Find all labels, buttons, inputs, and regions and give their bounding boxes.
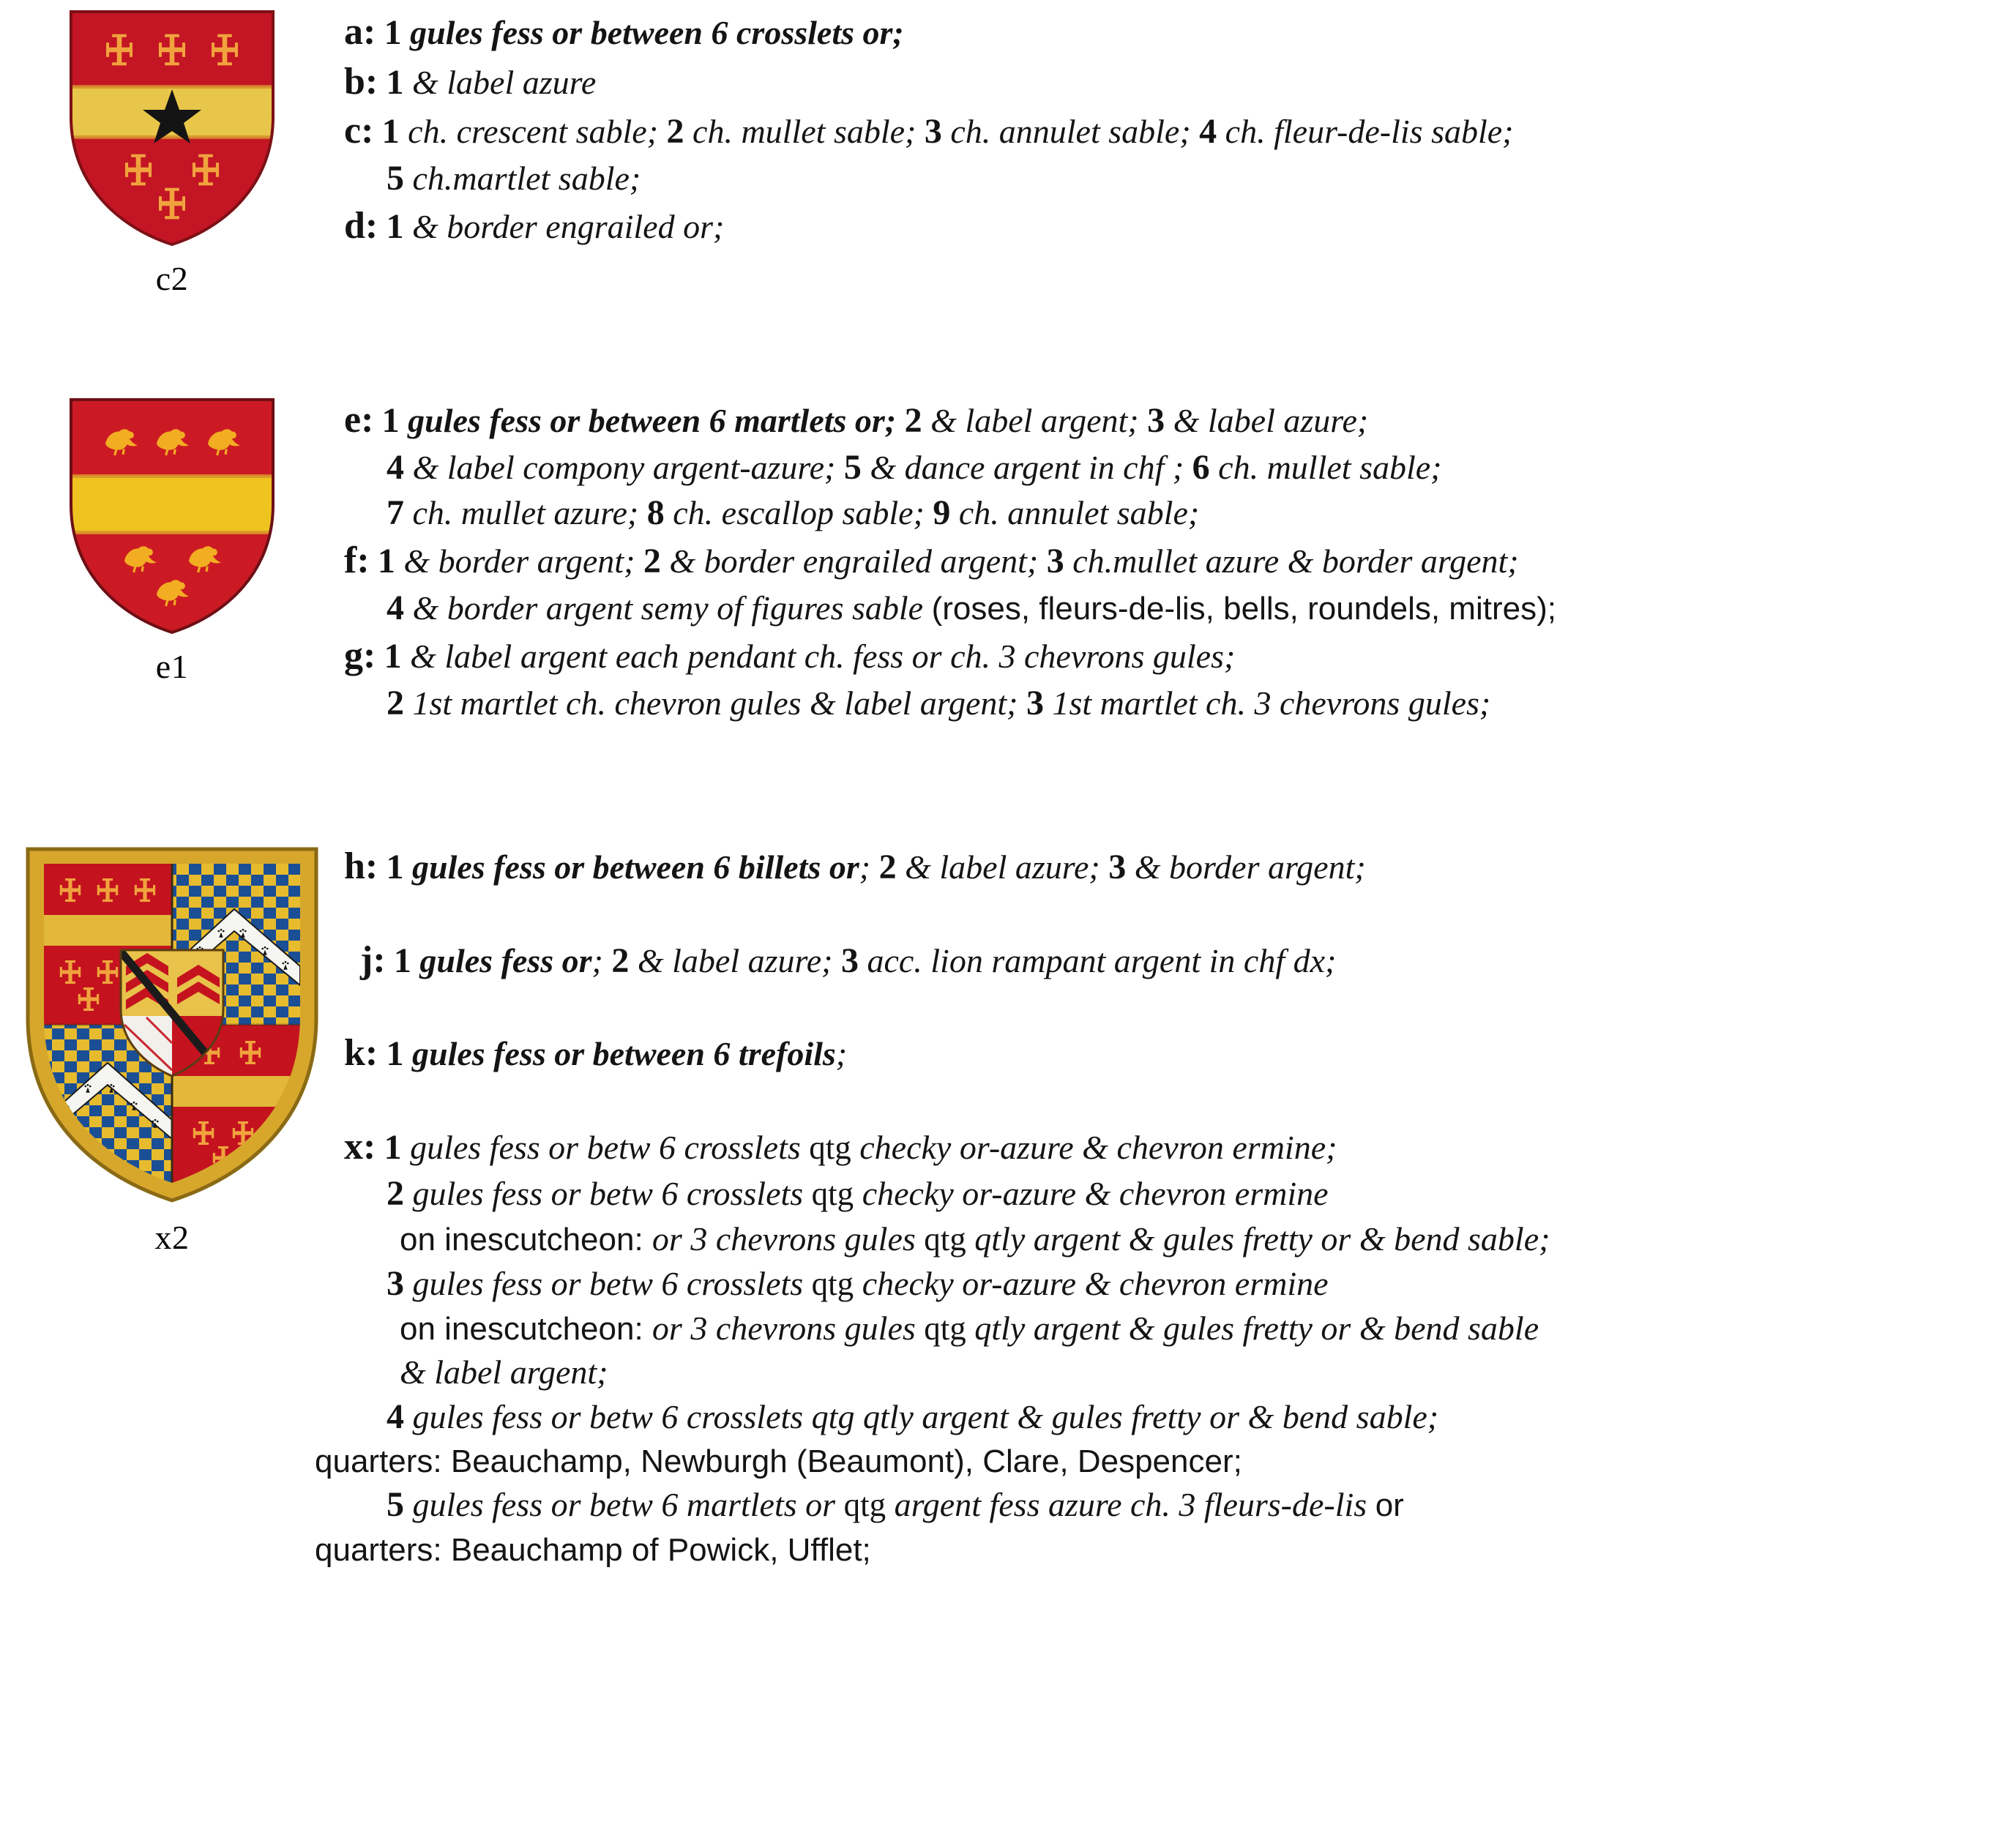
entry-c-line-1 bbox=[344, 106, 2016, 156]
entry-g-num-3: 3 bbox=[1026, 683, 1044, 722]
entry-b-num-1: 1 bbox=[386, 62, 404, 102]
entry-key-a: a: bbox=[344, 11, 376, 53]
spacer-j-k bbox=[344, 985, 2016, 1006]
entry-e-text-5: & dance argent in chf ; bbox=[861, 448, 1192, 486]
entry-x-line-8 bbox=[344, 1482, 2016, 1528]
entry-c-num-2: 2 bbox=[666, 112, 684, 152]
entry-x-num-4: 4 bbox=[387, 1397, 404, 1436]
entry-key-e: e: bbox=[344, 399, 374, 441]
entry-group-hjkx bbox=[315, 842, 2016, 1571]
entry-d-line-1 bbox=[344, 201, 2016, 251]
entry-x-text-4b: checky or-azure & chevron ermine bbox=[854, 1264, 1329, 1302]
entry-c-num-1: 1 bbox=[381, 112, 400, 152]
entry-key-c: c: bbox=[344, 110, 374, 152]
entry-x-text-1a: gules fess or betw 6 crosslets bbox=[401, 1128, 810, 1166]
entry-x-text-5b: qtly argent & gules fretty or & bend sable bbox=[966, 1309, 1539, 1347]
quarters-list-1: quarters: Beauchamp, Newburgh (Beaumont), Clare, Despencer; bbox=[315, 1443, 1242, 1479]
entry-c-text-3: ch. annulet sable; bbox=[941, 113, 1200, 151]
entry-x-line-2 bbox=[344, 1171, 2016, 1217]
entry-x-text-3a: or 3 chevrons gules bbox=[652, 1219, 925, 1258]
entry-x-text-6: & label argent; bbox=[400, 1353, 608, 1391]
entry-f-figures-list: (roses, fleurs-de-lis, bells, roundels, mitres); bbox=[931, 590, 1556, 627]
entry-c-num-3: 3 bbox=[924, 112, 942, 152]
entry-x-text-2a: gules fess or betw 6 crosslets bbox=[404, 1175, 812, 1213]
shield-figure-e1 bbox=[0, 395, 344, 686]
entry-x-line-3 bbox=[344, 1217, 2016, 1261]
entry-j-text-3: acc. lion rampant argent in chf dx; bbox=[858, 941, 1337, 979]
blazon-block-1 bbox=[0, 7, 2016, 298]
entry-f-text-2: & border engrailed argent; bbox=[660, 542, 1047, 580]
entry-b-line-1 bbox=[344, 57, 2016, 107]
entry-g-num-2: 2 bbox=[387, 683, 404, 722]
entry-h-num-3: 3 bbox=[1108, 848, 1127, 886]
entry-x-quarters-line-1 bbox=[315, 1440, 2016, 1483]
entry-key-b: b: bbox=[344, 60, 378, 102]
entry-g-line-2 bbox=[344, 681, 2016, 726]
spacer-k-x bbox=[344, 1078, 2016, 1100]
entry-x-text-8c: or bbox=[1375, 1487, 1404, 1524]
entry-x-num-1: 1 bbox=[384, 1127, 402, 1167]
entry-h-text-3: & border argent; bbox=[1126, 848, 1366, 886]
entry-g-text-3: 1st martlet ch. 3 chevrons gules; bbox=[1044, 684, 1491, 722]
entry-x-text-3b: qtly argent & gules fretty or & bend sable; bbox=[966, 1219, 1550, 1258]
entry-h-line-1 bbox=[344, 842, 2016, 892]
entry-x-qtg-6: qtg bbox=[843, 1487, 886, 1524]
entry-c-line-2 bbox=[344, 156, 2016, 201]
entry-e-text-9: ch. annulet sable; bbox=[950, 493, 1200, 531]
entry-d-num-1: 1 bbox=[386, 207, 404, 247]
entry-x-text-4a: gules fess or betw 6 crosslets bbox=[404, 1264, 812, 1302]
entry-k-sep-1: ; bbox=[835, 1035, 848, 1073]
entry-x-inescutcheon-label-2: on inescutcheon: bbox=[400, 1310, 652, 1347]
entry-h-num-2: 2 bbox=[878, 848, 897, 886]
blazon-block-3 bbox=[0, 842, 2016, 1571]
blazon-block-2 bbox=[0, 395, 2016, 726]
entry-group-abcd bbox=[344, 7, 2016, 251]
entry-x-text-8b: argent fess azure ch. 3 fleurs-de-lis bbox=[886, 1486, 1375, 1524]
entry-g-num-1: 1 bbox=[384, 637, 402, 676]
entry-h-text-1: gules fess or between 6 billets or bbox=[403, 848, 859, 886]
entry-e-line-2 bbox=[344, 445, 2016, 490]
entry-c-num-5: 5 bbox=[387, 158, 404, 198]
shield-c2-graphic bbox=[62, 7, 282, 249]
entry-key-k: k: bbox=[344, 1032, 378, 1075]
entry-e-text-4: & label compony argent-azure; bbox=[404, 448, 844, 486]
entry-x-text-8a: gules fess or betw 6 martlets or bbox=[404, 1486, 844, 1524]
entry-c-text-5: ch.martlet sable; bbox=[404, 159, 641, 197]
entry-key-g: g: bbox=[344, 635, 376, 677]
entry-a-num-1: 1 bbox=[384, 13, 402, 52]
entry-e-num-1: 1 bbox=[381, 401, 400, 440]
entry-f-num-3: 3 bbox=[1046, 542, 1064, 581]
entry-x-text-2b: checky or-azure & chevron ermine bbox=[854, 1175, 1329, 1213]
entry-x-text-5a: or 3 chevrons gules bbox=[652, 1309, 925, 1347]
shield-figure-x2 bbox=[0, 842, 344, 1257]
entry-f-num-1: 1 bbox=[377, 542, 395, 581]
entry-x-inescutcheon-label-1: on inescutcheon: bbox=[400, 1221, 652, 1258]
entry-x-line-5 bbox=[344, 1307, 2016, 1350]
entry-x-num-5: 5 bbox=[387, 1485, 404, 1525]
entry-f-line-2 bbox=[344, 586, 2016, 631]
entry-a-text-1: gules fess or between 6 crosslets or; bbox=[401, 14, 904, 51]
entry-c-text-4: ch. fleur-de-lis sable; bbox=[1217, 113, 1514, 151]
entry-x-qtg-5: qtg bbox=[924, 1309, 966, 1347]
entry-x-qtg-3: qtg bbox=[924, 1220, 966, 1258]
spacer-k-x-2 bbox=[344, 1100, 2016, 1122]
entry-e-num-7: 7 bbox=[387, 493, 404, 532]
entry-key-f: f: bbox=[344, 539, 370, 582]
entry-x-line-4 bbox=[344, 1261, 2016, 1307]
entry-f-num-4: 4 bbox=[387, 588, 404, 627]
entry-e-text-7: ch. mullet azure; bbox=[404, 493, 647, 531]
entry-g-text-1: & label argent each pendant ch. fess or ch. 3 chevrons gules; bbox=[401, 638, 1236, 676]
entry-j-num-1: 1 bbox=[393, 941, 411, 980]
entry-e-text-3: & label azure; bbox=[1165, 402, 1369, 439]
entry-e-num-4: 4 bbox=[387, 447, 404, 487]
entry-j-num-3: 3 bbox=[840, 941, 859, 980]
entry-x-qtg-2: qtg bbox=[811, 1176, 854, 1213]
entry-e-line-1 bbox=[344, 395, 2016, 445]
entry-group-efg bbox=[344, 395, 2016, 726]
entry-k-text-1: gules fess or between 6 trefoils bbox=[403, 1035, 836, 1073]
entry-x-quarters-line-2 bbox=[315, 1528, 2016, 1572]
entry-g-text-2: 1st martlet ch. chevron gules & label argent; bbox=[404, 684, 1026, 722]
shield-caption-x2: x2 bbox=[154, 1219, 190, 1256]
entry-f-line-1 bbox=[344, 536, 2016, 586]
entry-key-d: d: bbox=[344, 205, 378, 247]
entry-h-text-2: & label azure; bbox=[896, 848, 1109, 886]
shield-caption-c2: c2 bbox=[155, 260, 189, 297]
entry-e-num-9: 9 bbox=[933, 493, 951, 532]
shield-caption-e1: e1 bbox=[155, 648, 189, 685]
entry-f-text-3: ch.mullet azure & border argent; bbox=[1064, 542, 1519, 580]
entry-e-num-8: 8 bbox=[646, 493, 665, 532]
entry-b-text-1: & label azure bbox=[403, 63, 597, 101]
spacer-h-j bbox=[344, 892, 2016, 914]
shield-figure-c2 bbox=[0, 7, 344, 298]
spacer-h-j-2 bbox=[344, 914, 2016, 935]
entry-j-num-2: 2 bbox=[611, 941, 630, 980]
entry-x-text-1b: checky or-azure & chevron ermine; bbox=[851, 1128, 1337, 1166]
entry-x-line-1 bbox=[344, 1122, 2016, 1172]
entry-x-num-2: 2 bbox=[387, 1174, 404, 1214]
entry-e-num-3: 3 bbox=[1147, 401, 1165, 440]
entry-e-num-6: 6 bbox=[1192, 447, 1210, 487]
entry-c-text-1: ch. crescent sable; bbox=[399, 113, 667, 151]
entry-f-text-1: & border argent; bbox=[395, 542, 643, 580]
shield-x2-graphic bbox=[15, 842, 329, 1208]
entry-key-x: x: bbox=[344, 1125, 376, 1167]
entry-g-line-1 bbox=[344, 631, 2016, 681]
entry-j-text-1: gules fess or bbox=[411, 941, 592, 979]
entry-x-num-3: 3 bbox=[387, 1263, 404, 1303]
entry-x-line-6 bbox=[344, 1350, 2016, 1394]
entry-c-text-2: ch. mullet sable; bbox=[684, 113, 925, 151]
entry-j-text-2: & label azure; bbox=[629, 941, 841, 979]
entry-e-text-2: & label argent; bbox=[922, 402, 1148, 439]
entry-x-qtg-4: qtg bbox=[811, 1265, 854, 1302]
entry-key-j: j: bbox=[360, 938, 386, 981]
entry-x-qtg-1: qtg bbox=[809, 1129, 851, 1166]
entry-a-line-1 bbox=[344, 7, 2016, 57]
entry-j-line-1 bbox=[344, 935, 2016, 985]
entry-key-h: h: bbox=[344, 845, 378, 887]
entry-d-text-1: & border engrailed or; bbox=[403, 208, 725, 246]
entry-x-line-7 bbox=[344, 1394, 2016, 1440]
entry-h-num-1: 1 bbox=[386, 848, 404, 886]
entry-f-text-4: & border argent semy of figures sable bbox=[404, 589, 932, 627]
entry-x-text-7: gules fess or betw 6 crosslets qtg qtly argent & gules fretty or & bend sable; bbox=[404, 1397, 1439, 1435]
entry-k-num-1: 1 bbox=[386, 1034, 404, 1074]
spacer-j-k-2 bbox=[344, 1006, 2016, 1028]
entry-e-text-6: ch. mullet sable; bbox=[1209, 448, 1442, 486]
entry-e-num-5: 5 bbox=[843, 447, 862, 487]
quarters-list-2: quarters: Beauchamp of Powick, Ufflet; bbox=[315, 1531, 871, 1568]
entry-c-num-4: 4 bbox=[1199, 112, 1217, 152]
entry-f-num-2: 2 bbox=[643, 542, 661, 581]
entry-e-num-2: 2 bbox=[904, 401, 922, 440]
entry-k-line-1 bbox=[344, 1028, 2016, 1078]
entry-e-line-3 bbox=[344, 490, 2016, 536]
entry-e-text-1: gules fess or between 6 martlets or; bbox=[399, 402, 905, 439]
shield-e1-graphic bbox=[62, 395, 282, 637]
entry-h-sep-1: ; bbox=[859, 848, 879, 886]
entry-j-sep-1: ; bbox=[591, 941, 612, 979]
entry-e-text-8: ch. escallop sable; bbox=[664, 493, 933, 531]
